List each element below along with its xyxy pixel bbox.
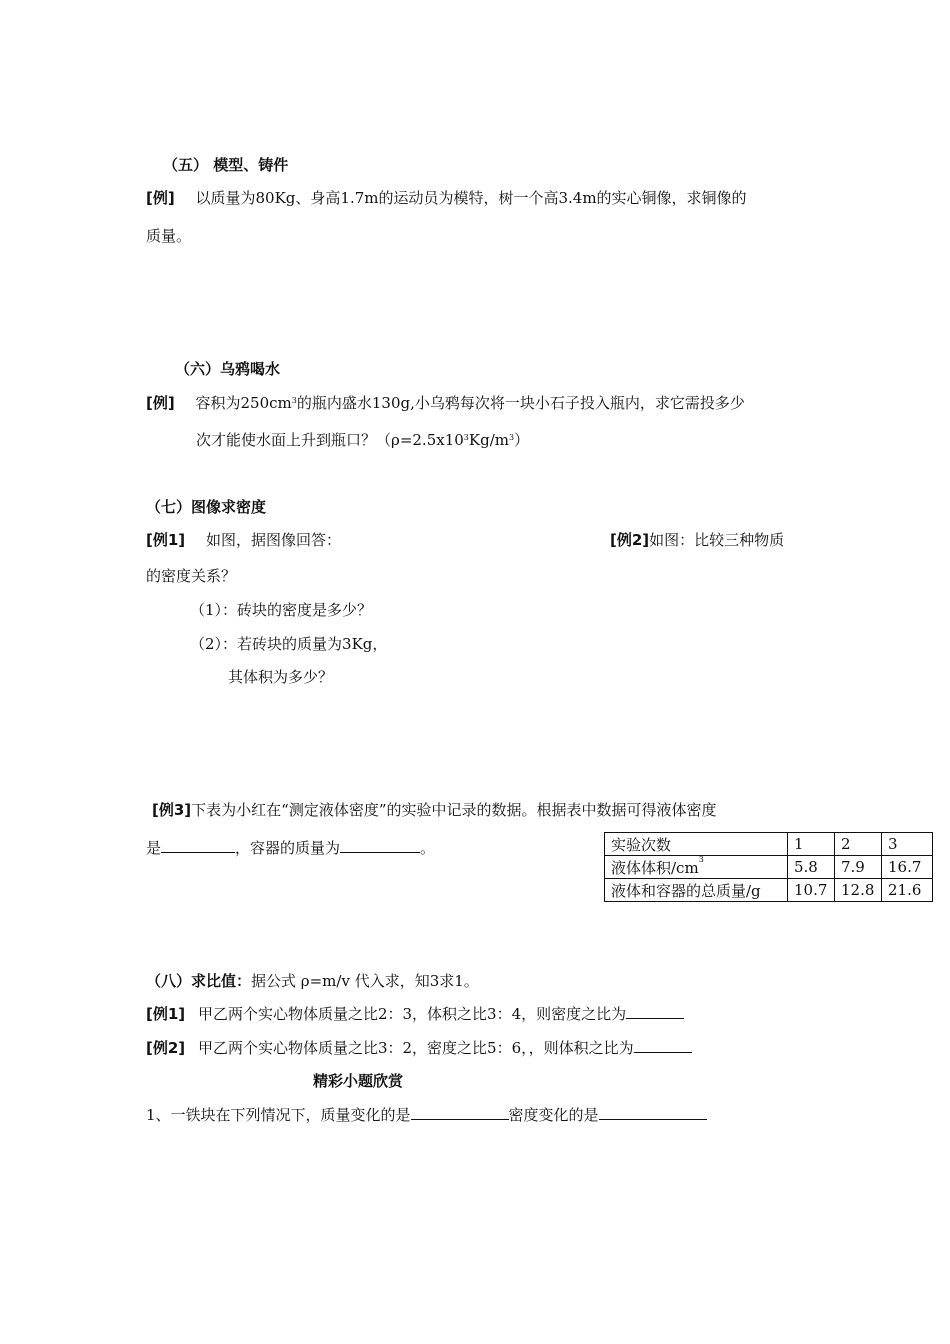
section-5-example (146, 188, 747, 208)
section-6-heading: （六）乌鸦喝水 (175, 360, 281, 378)
table-cell: 1 (788, 833, 835, 856)
section-5-example-cont: 质量。 (146, 227, 192, 245)
section-6-example (146, 393, 745, 413)
table-cell: 3 (882, 833, 933, 856)
example-label: [例] (146, 394, 175, 412)
question-2-cont: 其体积为多少？ (228, 668, 334, 686)
answer-blank[interactable] (626, 1004, 684, 1019)
answer-blank-density[interactable] (161, 838, 235, 853)
example-text: 如图，据图像回答： (205, 531, 341, 549)
highlights-question-1: 1、一铁块在下列情况下，质量变化的是 密度变化的是 (146, 1105, 707, 1125)
table-cell: 5.8 (788, 856, 835, 879)
example-text: 如图：比较三种物质 (649, 531, 785, 549)
answer-blank-density-change[interactable] (599, 1105, 707, 1120)
section-8-example-2 (146, 1038, 692, 1058)
example-label: [例] (146, 189, 175, 207)
table-cell: 21.6 (882, 879, 933, 902)
example-label: [例2] (146, 1039, 186, 1057)
table-cell: 12.8 (835, 879, 882, 902)
table-cell: 实验次数 (605, 833, 788, 856)
example-label: [例3] (152, 801, 192, 819)
question-2: （2）：若砖块的质量为3Kg， (190, 635, 388, 653)
data-table (604, 832, 933, 902)
example-label: [例2] (610, 531, 650, 549)
section-7-example-1 (146, 530, 341, 550)
table-cell: 液体体积$/cm^3$ (605, 856, 788, 879)
example-3-blanks: 是 ，容器的质量为 。 (146, 839, 436, 857)
table-row (605, 856, 933, 879)
example-3 (152, 800, 717, 820)
answer-blank-mass-change[interactable] (411, 1105, 509, 1120)
question-1: （1）：砖块的密度是多少？ (190, 601, 373, 619)
table-row (605, 879, 933, 902)
table-cell: 10.7 (788, 879, 835, 902)
section-6-example-cont: 次才能使水面上升到瓶口？$(\rho=2.5x10^3Kg/m^3)$ (196, 431, 530, 449)
example-text: 甲乙两个实心物体质量之比3：2，密度之比5：6，，则体积之比为 (197, 1039, 634, 1057)
section-7-heading: （七）图像求密度 (146, 498, 267, 516)
highlights-title: 精彩小题欣赏 (313, 1072, 404, 1090)
example-label: [例1] (146, 1005, 186, 1023)
answer-blank-mass[interactable] (340, 838, 420, 853)
answer-blank[interactable] (634, 1038, 692, 1053)
section-8-heading: （八）求比值：据公式 ρ=m/v 代入求，知3求1。 (146, 972, 479, 990)
table-row (605, 833, 933, 856)
section-8-example-1 (146, 1004, 684, 1024)
example-text: 甲乙两个实心物体质量之比2：3，体积之比3：4，则密度之比为 (197, 1005, 627, 1023)
section-7-example-2 (610, 530, 784, 550)
section-5-heading: （五） 模型、铸件 (163, 156, 289, 174)
table-cell: 2 (835, 833, 882, 856)
table-cell: 7.9 (835, 856, 882, 879)
example-text: 以质量为80Kg、身高1.7m的运动员为模特，树一个高3.4m的实心铜像，求铜像的 (195, 189, 747, 207)
table-cell: 液体和容器的总质量/g (605, 879, 788, 902)
example-text: 容积为$250cm^3$的瓶内盛水130g,小乌鸦每次将一块小石子投入瓶内，求它需投多少 (195, 394, 745, 412)
table-cell: 16.7 (882, 856, 933, 879)
example-text: 下表为小红在“测定液体密度”的实验中记录的数据。根据表中数据可得液体密度 (191, 801, 717, 819)
section-7-example-2-cont: 的密度关系？ (146, 567, 237, 585)
example-label: [例1] (146, 531, 186, 549)
